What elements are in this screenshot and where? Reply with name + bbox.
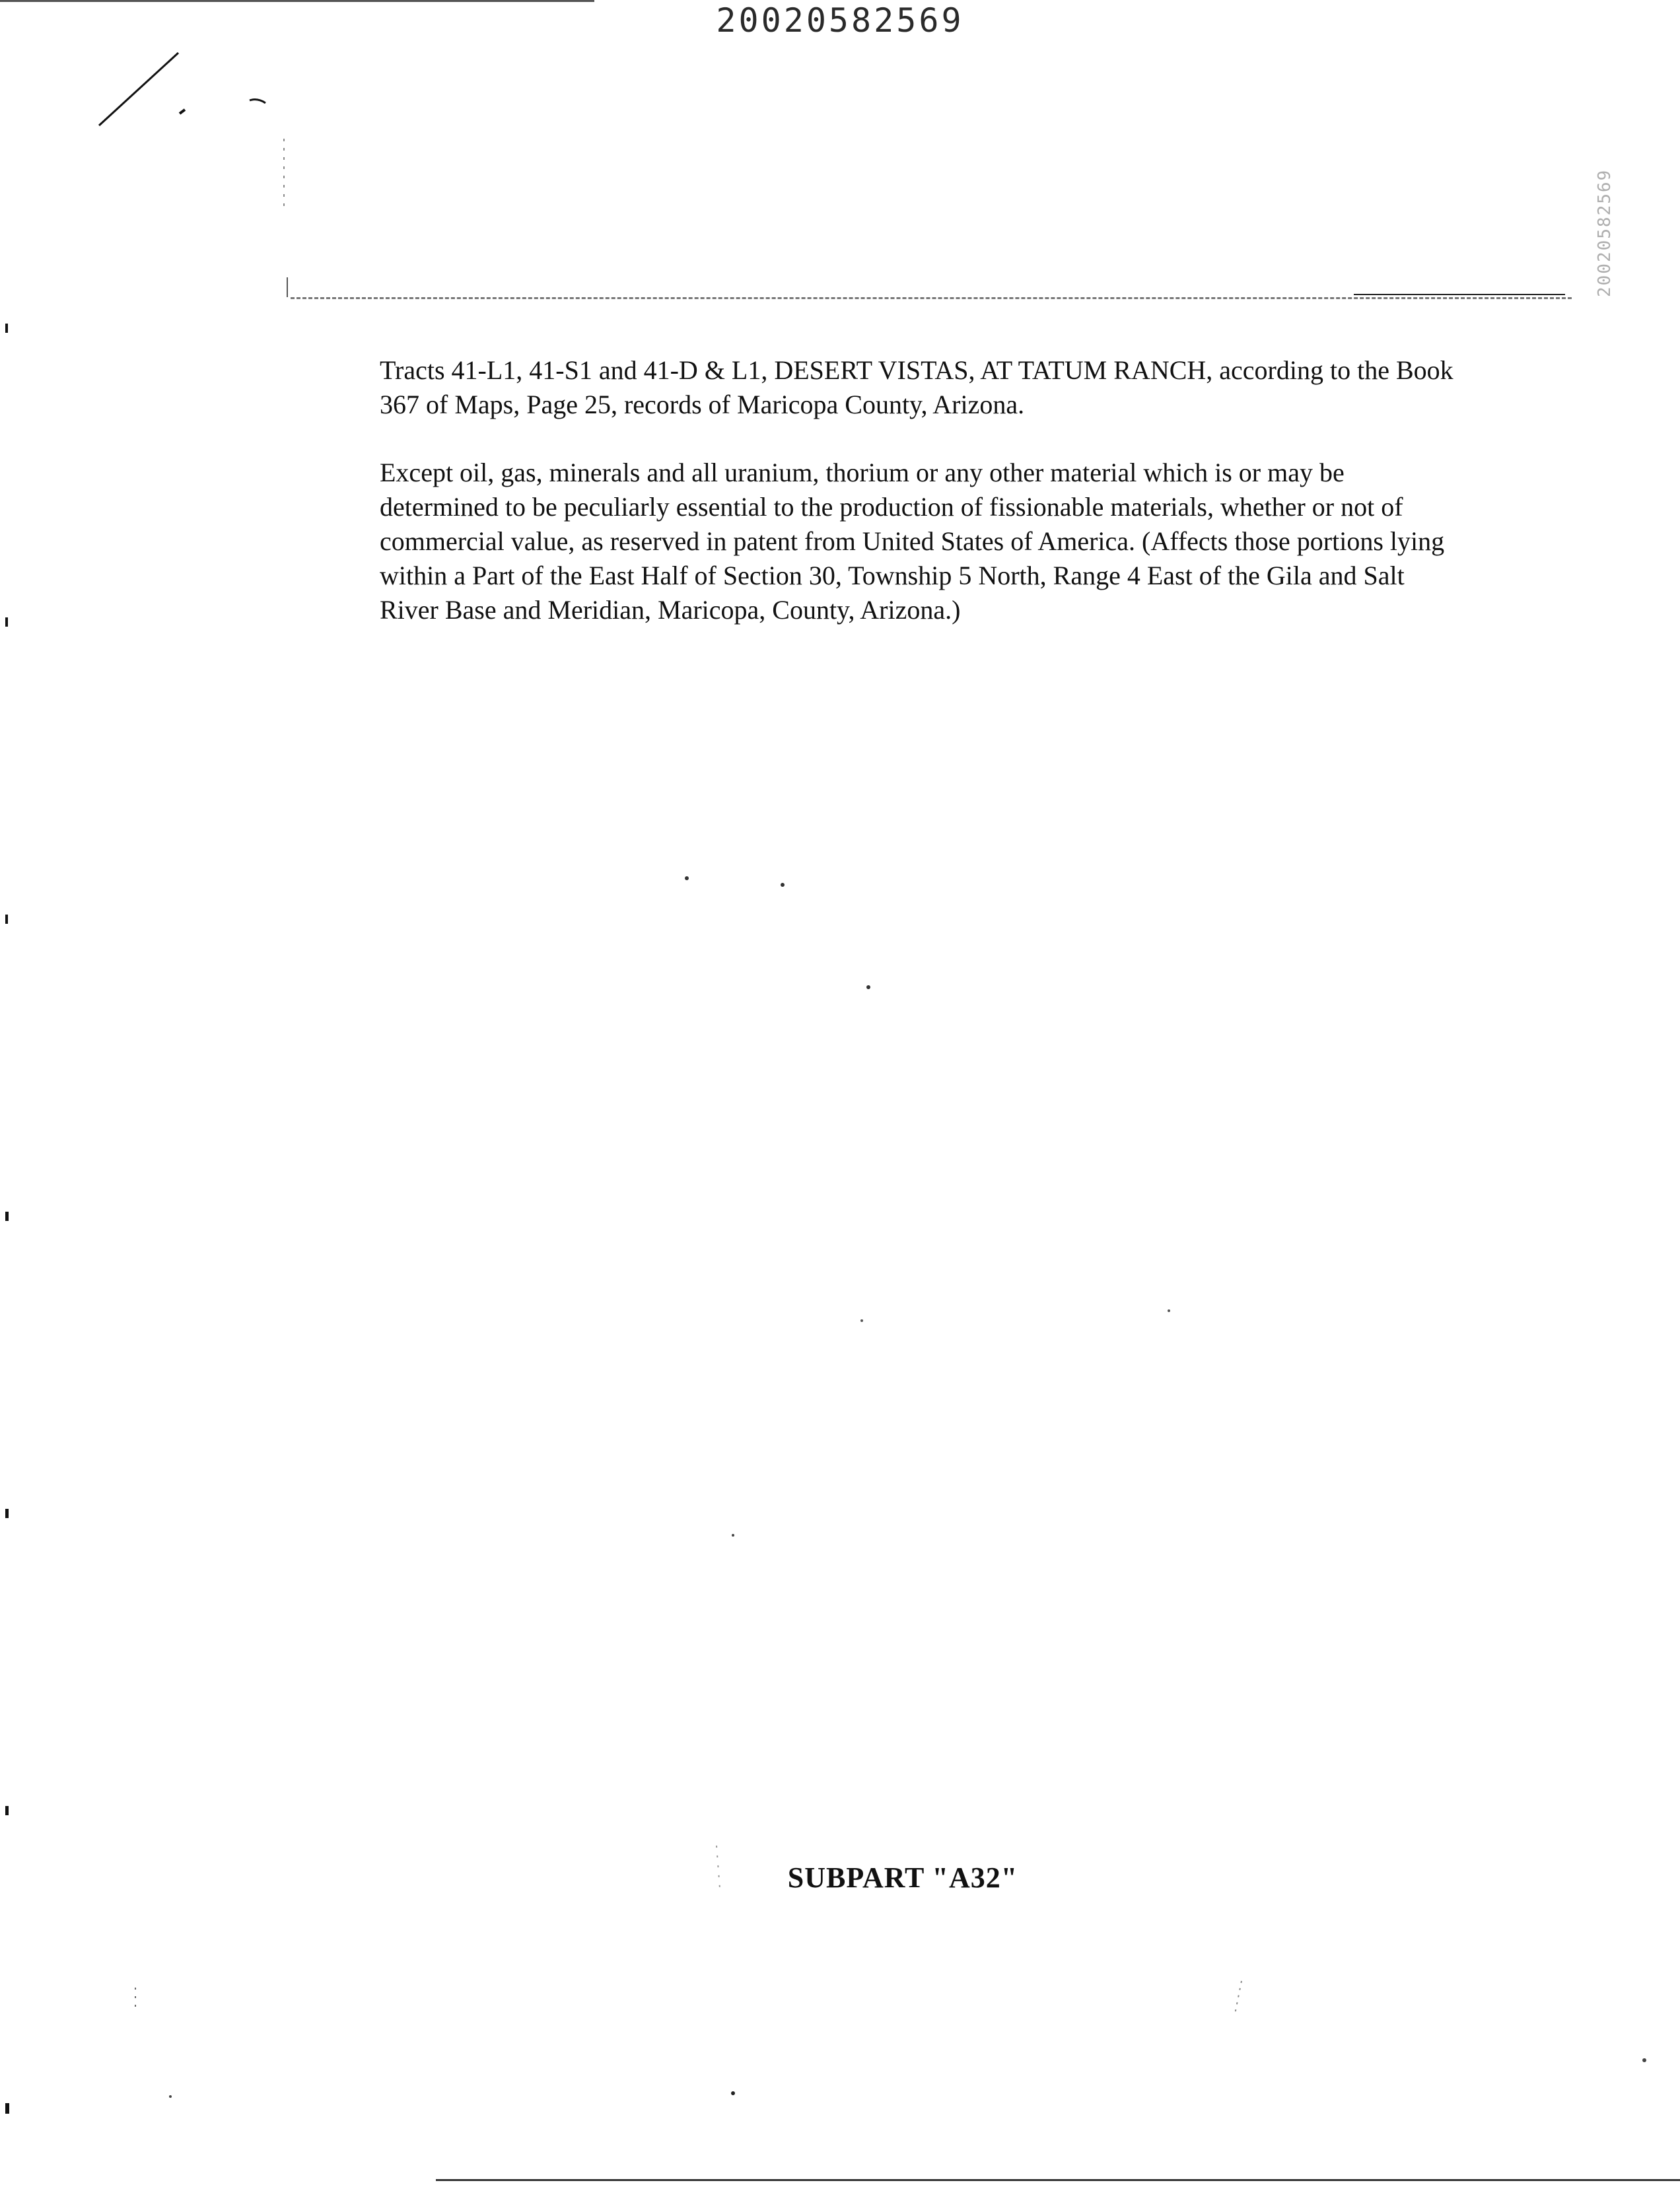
side-stamp: 20020582569 — [1595, 168, 1615, 297]
bottom-border-line — [436, 2179, 1680, 2181]
mineral-reservation-paragraph: Except oil, gas, minerals and all uranium, thorium or any other material which is or may be determined to be peculiarly essential to the production of fissionable materials, whether or not of commercial value, as reserved in patent from United States of America. (Affects those portions lying within a Part of the East Half of Section 30, Township 5 North, Range 4 East of the Gila and Salt River Base and Meridian, Maricopa, County, Arizona.) — [380, 458, 1445, 625]
header-divider-solid — [1354, 294, 1565, 295]
header-divider — [291, 297, 1572, 299]
legal-description-paragraph: Tracts 41-L1, 41-S1 and 41-D & L1, DESERT VISTAS, AT TATUM RANCH, according to the Book 367 of Maps, Page 25, records of Maricopa County, Arizona. — [380, 355, 1453, 419]
document-number: 20020582569 — [716, 1, 964, 40]
subpart-label: SUBPART "A32" — [787, 1861, 1018, 1894]
